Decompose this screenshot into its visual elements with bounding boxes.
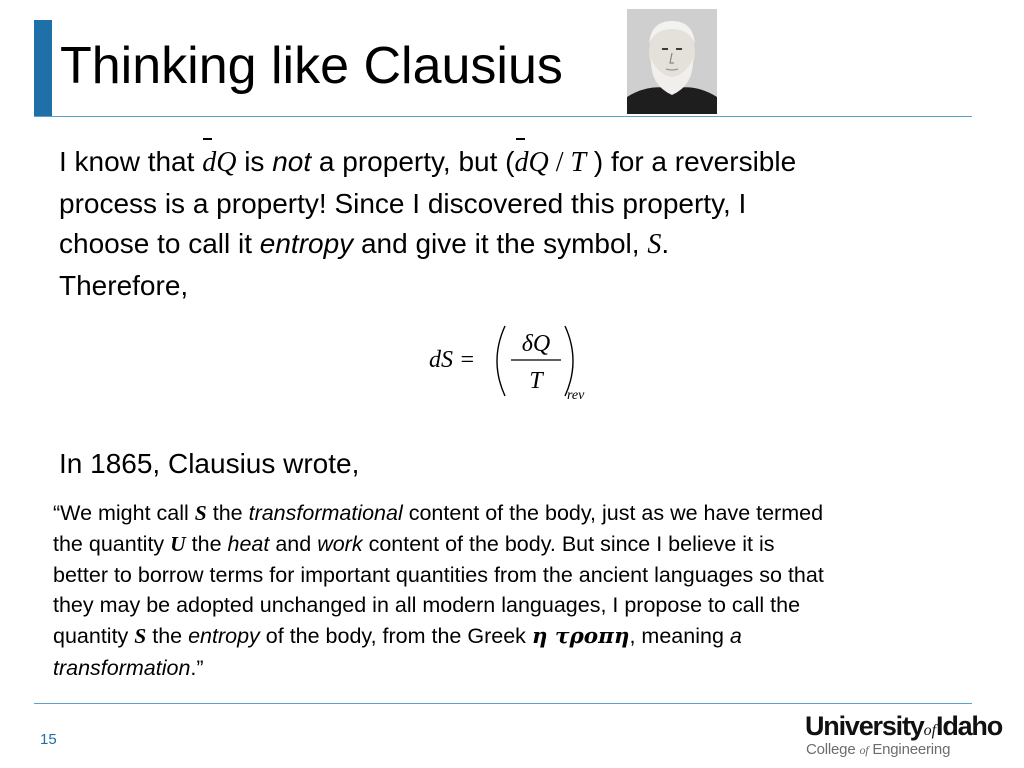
logo-of: of [923,722,937,739]
temperature-symbol: T [570,147,587,178]
quote-line-2 [53,529,983,560]
page-number: 15 [40,731,57,748]
logo-college [806,741,950,758]
quote-text: the [185,531,228,556]
quote-text: content of the body. But since I believe it is [362,531,775,556]
intro-text: a property, but ( [311,146,515,177]
intro-text: I know that [59,146,203,177]
emphasis-heat: heat [227,531,270,556]
title-accent-bar [34,20,52,117]
emphasis-entropy: entropy [188,624,260,649]
equation-lhs: dS = [429,347,476,373]
quote-text: the quantity [53,531,171,556]
university-of-idaho-logo [805,710,1015,762]
intro-line-3 [59,224,989,266]
quote-line-6 [53,653,983,684]
symbol-u: U [170,531,186,556]
footer-divider [34,703,972,704]
equation-subscript: rev [567,388,585,403]
portrait-image [627,9,717,114]
quote-text: , meaning [629,624,730,649]
left-paren [497,326,505,396]
clausius-quote [53,498,983,684]
quote-line-5 [53,621,983,653]
emphasis-entropy: entropy [259,228,354,259]
emphasis-not: not [272,146,312,177]
title-divider [34,116,972,117]
symbol-s: S [194,501,207,525]
intro-text: . [661,228,670,259]
logo-engineering: Engineering [872,741,951,758]
quote-text: quantity [53,624,135,649]
slash: / [548,147,571,178]
quote-text: the [206,501,249,525]
quote-text: content of the body, just as we have termed [402,501,824,525]
greek-word: η τροπη [531,624,630,650]
entropy-equation [425,318,605,408]
quote-text: and [269,531,318,556]
quote-line-4: they may be adopted unchanged in all modern languages, I propose to call the [53,593,801,618]
intro-line-1 [59,142,989,184]
emphasis-transformation: transformation [53,655,191,680]
logo-of-small: of [859,743,869,757]
equation-denominator: T [529,368,543,394]
quote-text: the [146,624,189,649]
intro-text: and give it the symbol, [353,228,648,259]
quote-text: .” [190,655,204,680]
slide-title: Thinking like Clausius [60,37,563,95]
quote-line-3: better to borrow terms for important quantities from the ancient languages so that [53,562,824,587]
clausius-wrote-heading: In 1865, Clausius wrote, [59,448,360,479]
intro-text: ) for a reversible [586,146,797,177]
intro-text: is [236,146,273,177]
equation-numerator: δQ [521,331,551,357]
logo-idaho: Idaho [936,711,1003,741]
intro-paragraph [59,142,989,306]
inexact-differential-dq: dQ [515,143,549,184]
quote-text: of the body, from the Greek [259,624,532,649]
intro-line-2: process is a property! Since I discovered this property, I [59,187,747,219]
emphasis-work: work [317,531,363,556]
intro-line-4: Therefore, [59,269,189,301]
symbol-s: S [134,624,147,649]
quote-line-1 [53,498,983,529]
quote-text: “We might call [53,501,195,525]
emphasis-transformational: transformational [248,501,403,525]
clausius-portrait [627,9,717,114]
emphasis-a: a [729,624,742,649]
intro-text: choose to call it [59,228,260,259]
right-paren [565,326,573,396]
logo-college-word: College [806,741,856,758]
logo-university: University [805,711,924,741]
inexact-differential-dq: dQ [202,143,236,184]
entropy-symbol: S [647,229,662,260]
